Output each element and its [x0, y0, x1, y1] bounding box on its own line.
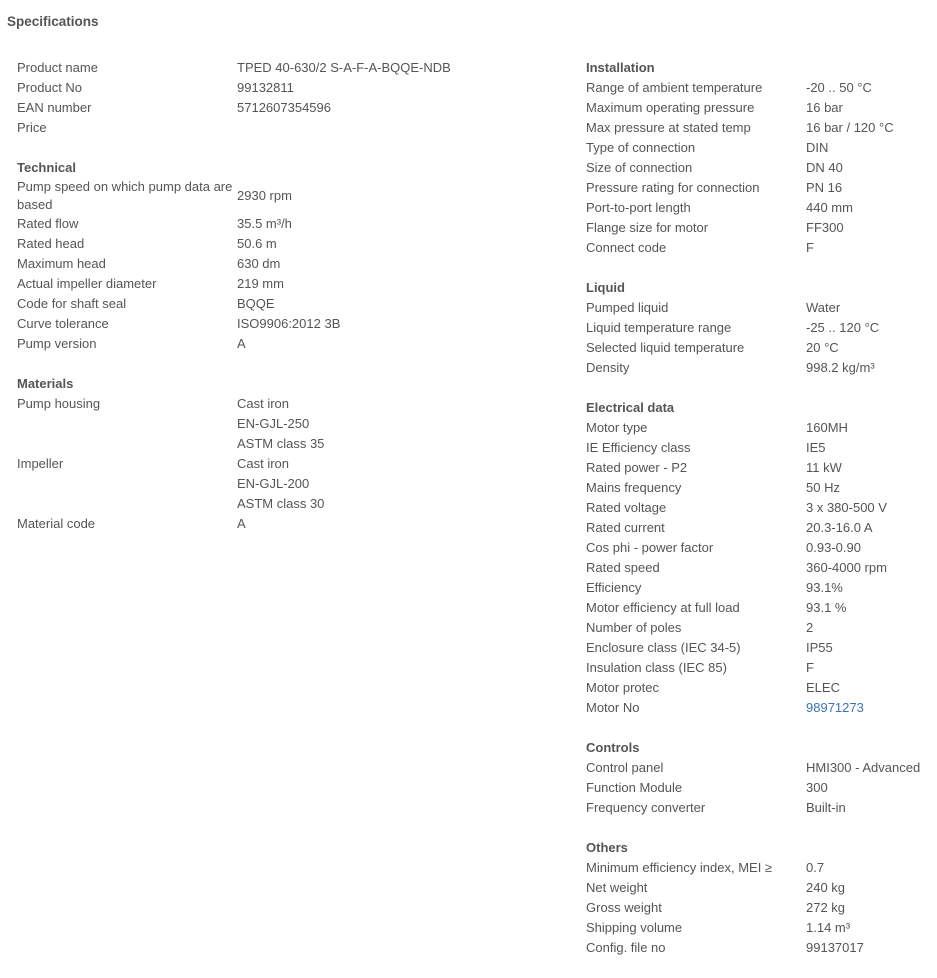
section-title: Technical: [17, 160, 77, 175]
spec-row: [17, 454, 557, 514]
spec-label: Impeller: [17, 456, 64, 471]
spec-row: [586, 898, 936, 918]
spec-label: Frequency converter: [586, 800, 706, 815]
spec-row: [586, 418, 936, 438]
spec-row: [17, 214, 557, 234]
spec-label: Maximum head: [17, 256, 106, 271]
spec-value: F: [806, 240, 814, 255]
spec-label: Selected liquid temperature: [586, 340, 745, 355]
spec-value: FF300: [806, 220, 844, 235]
spec-label: Mains frequency: [586, 480, 682, 495]
spec-label: Rated head: [17, 236, 85, 251]
spec-label: Flange size for motor: [586, 220, 709, 235]
spec-label: Motor No: [586, 700, 640, 715]
spec-row: [586, 438, 936, 458]
spec-label: Material code: [17, 516, 96, 531]
section-title: Controls: [586, 740, 640, 755]
spec-label: Function Module: [586, 780, 683, 795]
spec-label: Density: [586, 360, 630, 375]
spec-row: [586, 658, 936, 678]
spec-value: 20 °C: [806, 340, 839, 355]
spec-value: ELEC: [806, 680, 840, 695]
spec-label: Rated current: [586, 520, 665, 535]
spec-value: 272 kg: [806, 900, 846, 915]
spec-label: Pump housing: [17, 396, 101, 411]
spec-row: [17, 118, 557, 138]
spec-row: [586, 758, 936, 778]
spec-row: [586, 918, 936, 938]
liquid-section: [586, 278, 936, 378]
installation-section: [586, 58, 936, 258]
spec-row: [586, 158, 936, 178]
spec-label: Curve tolerance: [17, 316, 109, 331]
spec-label: Max pressure at stated temp: [586, 120, 751, 135]
spec-label: Config. file no: [586, 940, 666, 955]
technical-section: [17, 158, 557, 354]
spec-label: Pump version: [17, 336, 97, 351]
spec-value: BQQE: [237, 296, 275, 311]
spec-row: [586, 578, 936, 598]
spec-label: Insulation class (IEC 85): [586, 660, 727, 675]
spec-row: [17, 514, 557, 534]
general-section: [17, 58, 557, 138]
spec-row: [17, 78, 557, 98]
spec-label: Efficiency: [586, 580, 642, 595]
spec-value: Cast iron: [237, 456, 290, 471]
spec-value: 93.1 %: [806, 600, 847, 615]
spec-value: IE5: [806, 440, 826, 455]
spec-value: ASTM class 35: [237, 436, 325, 451]
spec-value-list: [237, 514, 557, 534]
spec-label: Port-to-port length: [586, 200, 691, 215]
controls-section: [586, 738, 936, 818]
spec-row: [586, 538, 936, 558]
section-title: Others: [586, 840, 628, 855]
spec-row: [17, 394, 557, 454]
electrical-data-section: [586, 398, 936, 718]
spec-label: Connect code: [586, 240, 667, 255]
spec-row: [586, 478, 936, 498]
spec-row: [586, 878, 936, 898]
spec-value: TPED 40-630/2 S-A-F-A-BQQE-NDB: [237, 60, 451, 75]
spec-row: [586, 358, 936, 378]
spec-row: [17, 58, 557, 78]
spec-value: 440 mm: [806, 200, 853, 215]
spec-label: Shipping volume: [586, 920, 683, 935]
spec-row: [586, 218, 936, 238]
page-title: Specifications: [7, 14, 99, 29]
spec-row: [17, 234, 557, 254]
spec-row: [586, 558, 936, 578]
spec-row: [586, 518, 936, 538]
spec-label: Pumped liquid: [586, 300, 669, 315]
spec-value: 16 bar: [806, 100, 843, 115]
section-title: Electrical data: [586, 400, 675, 415]
spec-row: [586, 338, 936, 358]
spec-label: Rated power - P2: [586, 460, 688, 475]
spec-label: Motor efficiency at full load: [586, 600, 740, 615]
spec-row: [586, 678, 936, 698]
spec-row: [586, 498, 936, 518]
spec-label: Product No: [17, 80, 83, 95]
motor-no-link[interactable]: 98971273: [806, 700, 864, 715]
spec-value: 50.6 m: [237, 236, 277, 251]
spec-value: 240 kg: [806, 880, 846, 895]
spec-row: [586, 318, 936, 338]
spec-label: Motor type: [586, 420, 648, 435]
spec-value: DIN: [806, 140, 829, 155]
spec-value: 16 bar / 120 °C: [806, 120, 894, 135]
spec-value: HMI300 - Advanced: [806, 760, 921, 775]
spec-row: [586, 638, 936, 658]
spec-label: Actual impeller diameter: [17, 276, 157, 291]
spec-row: [586, 238, 936, 258]
spec-value: 0.93-0.90: [806, 540, 861, 555]
spec-row: [586, 198, 936, 218]
spec-value: Built-in: [806, 800, 846, 815]
section-title: Materials: [17, 376, 74, 391]
spec-row: [586, 298, 936, 318]
spec-row: [17, 254, 557, 274]
spec-row: [586, 798, 936, 818]
spec-label: Rated speed: [586, 560, 660, 575]
section-title: Installation: [586, 60, 655, 75]
spec-row: [586, 618, 936, 638]
spec-value: Cast iron: [237, 396, 290, 411]
spec-value-list: [237, 394, 557, 454]
spec-label: Cos phi - power factor: [586, 540, 714, 555]
spec-label: Type of connection: [586, 140, 696, 155]
spec-label: Motor protec: [586, 680, 659, 695]
spec-label: Size of connection: [586, 160, 693, 175]
spec-value: F: [806, 660, 814, 675]
spec-value: 93.1%: [806, 580, 843, 595]
spec-value: PN 16: [806, 180, 843, 195]
spec-label: EAN number: [17, 100, 92, 115]
spec-label: Net weight: [586, 880, 648, 895]
spec-value: EN-GJL-250: [237, 416, 310, 431]
spec-value: DN 40: [806, 160, 843, 175]
spec-row: [586, 598, 936, 618]
spec-row: [586, 778, 936, 798]
spec-label: Control panel: [586, 760, 664, 775]
spec-row: [586, 458, 936, 478]
spec-label: Code for shaft seal: [17, 296, 127, 311]
spec-label: Pressure rating for connection: [586, 180, 760, 195]
spec-value: 50 Hz: [806, 480, 840, 495]
spec-value: 1.14 m³: [806, 920, 851, 935]
spec-value: IP55: [806, 640, 833, 655]
spec-value-list: [237, 454, 557, 514]
spec-label: Pump speed on which pump data are based: [17, 179, 233, 212]
spec-label: Minimum efficiency index, MEI ≥: [586, 860, 773, 875]
spec-value: 160MH: [806, 420, 848, 435]
spec-row: [17, 294, 557, 314]
spec-row: [17, 178, 557, 214]
section-title: Liquid: [586, 280, 625, 295]
spec-value: -20 .. 50 °C: [806, 80, 872, 95]
spec-value: -25 .. 120 °C: [806, 320, 880, 335]
spec-label: IE Efficiency class: [586, 440, 691, 455]
spec-value: 998.2 kg/m³: [806, 360, 875, 375]
spec-value: 2: [806, 620, 814, 635]
spec-value: A: [237, 516, 246, 531]
spec-label: Enclosure class (IEC 34-5): [586, 640, 741, 655]
spec-label: Rated voltage: [586, 500, 667, 515]
spec-value: 99132811: [237, 80, 294, 95]
spec-value: 20.3-16.0 A: [806, 520, 873, 535]
spec-label: Gross weight: [586, 900, 662, 915]
spec-row: [586, 938, 936, 958]
spec-label: Maximum operating pressure: [586, 100, 755, 115]
spec-row: [17, 334, 557, 354]
right-column: [586, 58, 936, 978]
others-section: [586, 838, 936, 958]
spec-row: [17, 98, 557, 118]
spec-label: Range of ambient temperature: [586, 80, 763, 95]
spec-value: 5712607354596: [237, 100, 331, 115]
spec-value: 630 dm: [237, 256, 281, 271]
left-column: [17, 58, 557, 554]
spec-row: [586, 858, 936, 878]
spec-row: [586, 138, 936, 158]
spec-value: 2930 rpm: [237, 188, 292, 203]
spec-label: Price: [17, 120, 47, 135]
spec-value: 3 x 380-500 V: [806, 500, 887, 515]
spec-label: Number of poles: [586, 620, 682, 635]
spec-value: 219 mm: [237, 276, 284, 291]
spec-value: A: [237, 336, 246, 351]
spec-value: 11 kW: [806, 460, 842, 475]
spec-value: 99137017: [806, 940, 864, 955]
spec-row: [586, 98, 936, 118]
materials-section: [17, 374, 557, 534]
spec-value: Water: [806, 300, 841, 315]
spec-label: Product name: [17, 60, 98, 75]
spec-label: Liquid temperature range: [586, 320, 732, 335]
spec-value: 0.7: [806, 860, 825, 875]
spec-row: [17, 314, 557, 334]
spec-value: EN-GJL-200: [237, 476, 310, 491]
spec-value: ISO9906:2012 3B: [237, 316, 341, 331]
spec-row: [17, 274, 557, 294]
spec-row[interactable]: [586, 698, 936, 718]
spec-value: 300: [806, 780, 828, 795]
spec-value: 360-4000 rpm: [806, 560, 887, 575]
spec-row: [586, 118, 936, 138]
spec-value: 35.5 m³/h: [237, 216, 292, 231]
spec-row: [586, 78, 936, 98]
spec-row: [586, 178, 936, 198]
spec-label: Rated flow: [17, 216, 79, 231]
spec-value: ASTM class 30: [237, 496, 325, 511]
